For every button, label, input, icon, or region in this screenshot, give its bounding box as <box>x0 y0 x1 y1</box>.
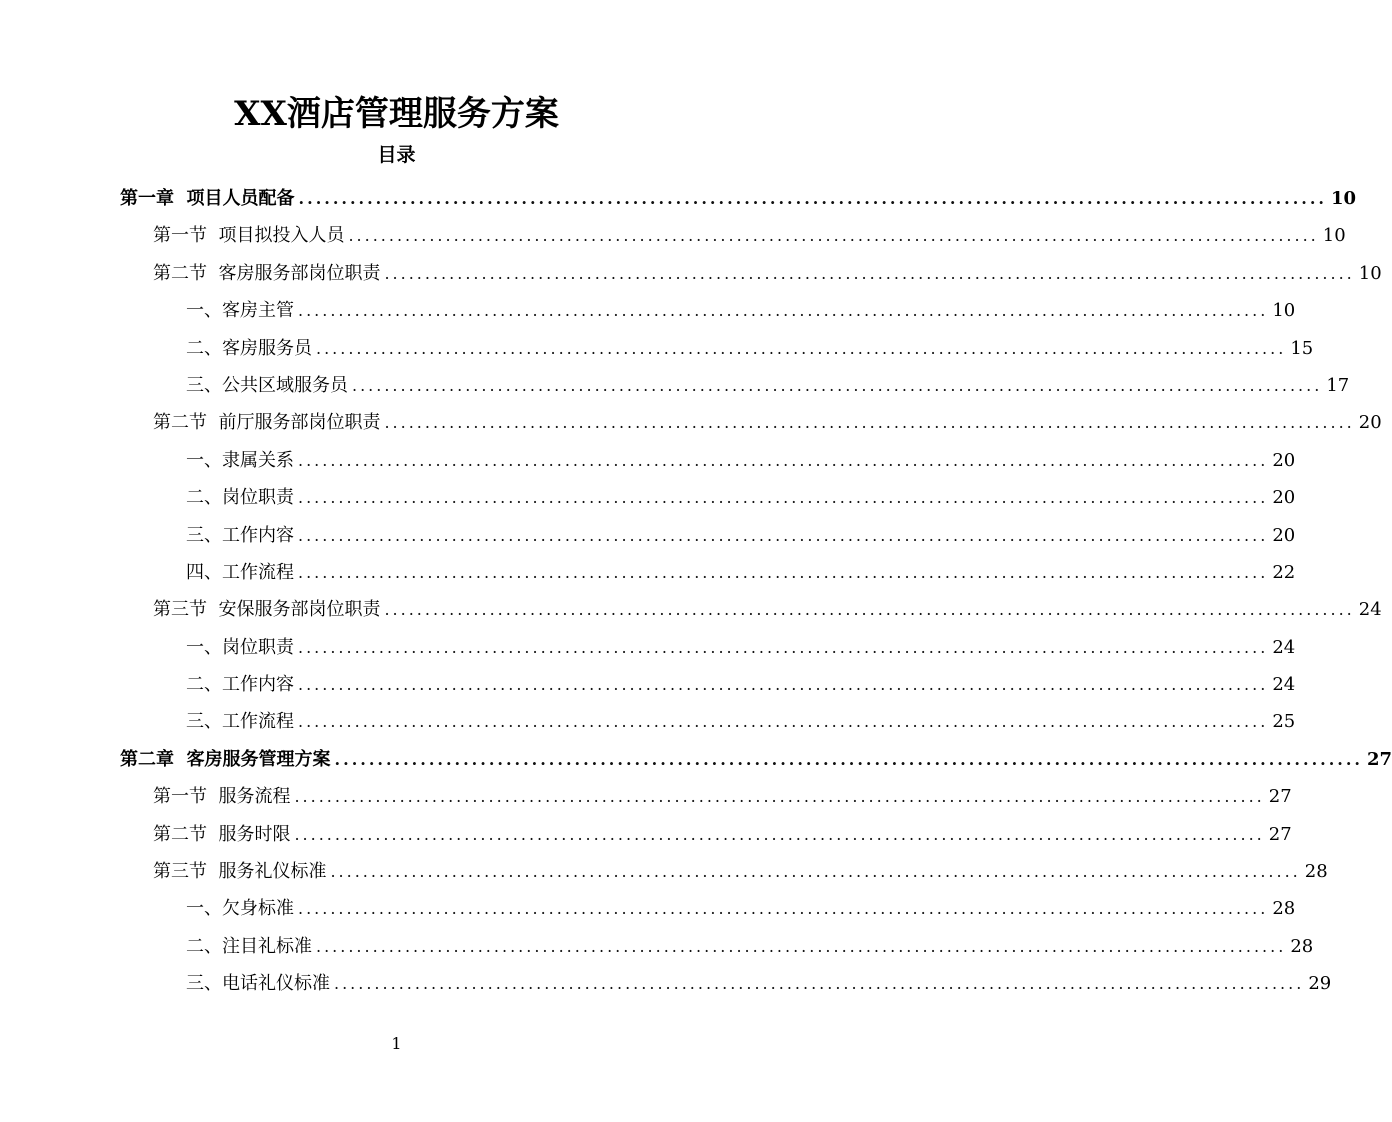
dot-leader: ........................................................................................................................ <box>298 899 1269 919</box>
toc-entry-page: 10 <box>1358 262 1382 284</box>
toc-entry-page: 29 <box>1308 973 1332 995</box>
toc-entry-text: 一、岗位职责 <box>186 636 294 658</box>
dot-leader: ........................................................................................................................ <box>298 450 1269 470</box>
dot-leader: ........................................................................................................................ <box>298 189 1327 208</box>
dot-leader: ........................................................................................................................ <box>316 936 1287 956</box>
toc-entry-text: 第二章 客房服务管理方案 <box>120 748 331 770</box>
toc-entry-page: 27 <box>1366 748 1392 770</box>
dot-leader: ........................................................................................................................ <box>348 226 1319 246</box>
toc-entry-text: 二、客房服务员 <box>186 337 312 359</box>
dot-leader: ........................................................................................................................ <box>298 562 1269 582</box>
document-title: XX酒店管理服务方案 <box>234 94 559 134</box>
toc-entry[interactable] <box>120 928 1314 965</box>
toc-entry[interactable] <box>120 255 1382 292</box>
toc-entry-page: 27 <box>1268 823 1292 845</box>
dot-leader: ........................................................................................................................ <box>334 749 1363 769</box>
toc-entry-text: 第三节 服务礼仪标准 <box>153 861 327 883</box>
toc-entry[interactable] <box>120 778 1292 815</box>
toc-entry-page: 17 <box>1326 374 1350 396</box>
toc-entry[interactable] <box>120 591 1382 628</box>
toc-entry[interactable] <box>120 479 1296 516</box>
toc-entry[interactable] <box>120 330 1314 367</box>
toc-entry-text: 一、隶属关系 <box>186 449 294 471</box>
toc-entry-text: 三、工作内容 <box>186 524 294 546</box>
toc-entry-page: 28 <box>1290 935 1314 957</box>
dot-leader: ........................................................................................................................ <box>298 675 1269 695</box>
toc-entry-page: 24 <box>1272 636 1296 658</box>
toc-entry-page: 20 <box>1272 487 1296 509</box>
toc-entry-text: 第二节 前厅服务部岗位职责 <box>153 412 381 434</box>
dot-leader: ........................................................................................................................ <box>334 974 1305 994</box>
dot-leader: ........................................................................................................................ <box>294 824 1265 844</box>
table-of-contents <box>120 180 1392 1003</box>
toc-entry-text: 三、公共区域服务员 <box>186 374 348 396</box>
toc-entry-text: 二、工作内容 <box>186 674 294 696</box>
dot-leader: ........................................................................................................................ <box>384 413 1355 433</box>
toc-entry-page: 24 <box>1272 674 1296 696</box>
dot-leader: ........................................................................................................................ <box>330 862 1301 882</box>
toc-entry[interactable] <box>120 853 1328 890</box>
toc-entry[interactable] <box>120 741 1392 778</box>
dot-leader: ........................................................................................................................ <box>298 525 1269 545</box>
toc-entry-text: 第一节 服务流程 <box>153 786 291 808</box>
toc-entry-page: 22 <box>1272 561 1296 583</box>
toc-entry-page: 27 <box>1268 786 1292 808</box>
dot-leader: ........................................................................................................................ <box>298 637 1269 657</box>
toc-entry[interactable] <box>120 367 1350 404</box>
dot-leader: ........................................................................................................................ <box>316 338 1287 358</box>
toc-entry-text: 第二节 客房服务部岗位职责 <box>153 262 381 284</box>
toc-entry-page: 10 <box>1272 300 1296 322</box>
toc-entry-text: 一、客房主管 <box>186 300 294 322</box>
toc-entry-page: 28 <box>1304 861 1328 883</box>
toc-entry[interactable] <box>120 554 1296 591</box>
toc-entry[interactable] <box>120 292 1296 329</box>
toc-entry[interactable] <box>120 666 1296 703</box>
toc-entry[interactable] <box>120 517 1296 554</box>
toc-entry[interactable] <box>120 965 1332 1002</box>
toc-entry-text: 第一章 项目人员配备 <box>120 188 295 209</box>
toc-entry-text: 第一节 项目拟投入人员 <box>153 225 345 247</box>
toc-entry-page: 20 <box>1272 524 1296 546</box>
toc-entry-page: 10 <box>1322 225 1346 247</box>
toc-entry-page: 10 <box>1330 188 1357 209</box>
toc-entry-text: 四、工作流程 <box>186 561 294 583</box>
toc-heading: 目录 <box>377 144 416 166</box>
toc-entry-page: 25 <box>1272 711 1296 733</box>
dot-leader: ........................................................................................................................ <box>298 488 1269 508</box>
toc-entry[interactable] <box>120 404 1382 441</box>
toc-entry-text: 三、工作流程 <box>186 711 294 733</box>
toc-entry-text: 一、欠身标准 <box>186 898 294 920</box>
toc-entry-page: 28 <box>1272 898 1296 920</box>
dot-leader: ........................................................................................................................ <box>384 600 1355 620</box>
page-number: 1 <box>391 1034 402 1053</box>
toc-entry-page: 20 <box>1272 449 1296 471</box>
toc-entry[interactable] <box>120 703 1296 740</box>
toc-entry-page: 15 <box>1290 337 1314 359</box>
toc-entry[interactable] <box>120 816 1292 853</box>
toc-entry-page: 24 <box>1358 599 1382 621</box>
toc-entry[interactable] <box>120 180 1357 217</box>
toc-entry[interactable] <box>120 217 1346 254</box>
toc-entry-text: 第二节 服务时限 <box>153 823 291 845</box>
dot-leader: ........................................................................................................................ <box>352 375 1323 395</box>
dot-leader: ........................................................................................................................ <box>384 263 1355 283</box>
toc-entry-text: 三、电话礼仪标准 <box>186 973 330 995</box>
toc-entry[interactable] <box>120 442 1296 479</box>
toc-entry-text: 第三节 安保服务部岗位职责 <box>153 599 381 621</box>
toc-entry-text: 二、注目礼标准 <box>186 935 312 957</box>
dot-leader: ........................................................................................................................ <box>294 787 1265 807</box>
toc-entry-page: 20 <box>1358 412 1382 434</box>
dot-leader: ........................................................................................................................ <box>298 712 1269 732</box>
dot-leader: ........................................................................................................................ <box>298 301 1269 321</box>
toc-entry[interactable] <box>120 629 1296 666</box>
toc-entry[interactable] <box>120 890 1296 927</box>
toc-entry-text: 二、岗位职责 <box>186 487 294 509</box>
